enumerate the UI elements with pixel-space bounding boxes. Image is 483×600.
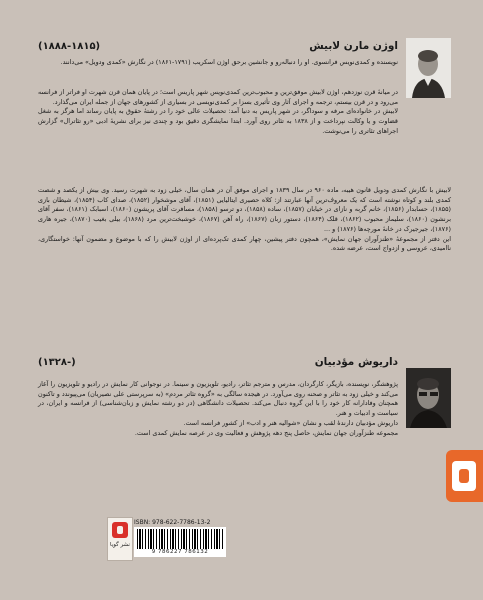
paragraph: در میانهٔ قرن نوزدهم، اوژن لابیش موفق‌ترین و محبوب‌ترین کمدی‌نویس شهر پاریس است؛ در پایان همان قرن شهرت او فراتر از فرانسه می‌رود و در قرن بیستم، ترجمه و اجرای آثار وی تأثیری بسزا بر کمدی‌نویسی در بسیاری از کشورهای جهان از جمله ایران می‌گذارد.	[38, 88, 398, 106]
publisher-logo	[107, 517, 133, 561]
paragraph: این دفتر از مجموعهٔ «طنزآوران جهان نمایش»، همچون دفتر پیشین، چهار کمدی تک‌پرده‌ای از اوژن لابیش را که با موضوع و مضمون آنها: خواستگاری، ناامیدی، عروسی و ازدواج است، عرضه شده.	[38, 234, 451, 253]
section-labiche	[38, 40, 398, 68]
author-name: اوژن مارن لابیش	[309, 40, 398, 52]
portrait-labiche-image	[406, 38, 451, 98]
section-moadabian-body	[38, 380, 398, 438]
paragraph: نویسنده و کمدی‌نویس فرانسوی. او را دنباله‌رو و جانشین برحق اوژن اسکریب (۱۷۹۱-۱۸۶۱) در نگارش «کمدی ودویل» می‌دانند.	[60, 58, 398, 66]
barcode-bars	[137, 529, 223, 549]
isbn-label: ISBN: 978-622-7786-13-2	[134, 519, 211, 526]
author-portrait-moadabian	[406, 368, 451, 428]
translator-name: داریوش مؤدبیان	[314, 356, 398, 368]
section-labiche-body-continued	[38, 88, 398, 137]
publisher-name: نشر گویا	[110, 542, 130, 548]
publisher-logo-icon	[452, 461, 476, 491]
section-moadabian-header	[38, 356, 398, 368]
barcode	[134, 527, 226, 557]
section-labiche-header	[38, 40, 398, 52]
section-labiche-body-full	[38, 186, 451, 254]
section-moadabian	[38, 356, 398, 368]
publisher-mark-icon	[112, 522, 128, 538]
portrait-moadabian-image	[406, 368, 451, 428]
paragraph: داریوش مؤدبیان دارندهٔ لقب و نشان «شوالیه هنر و ادب» از کشور فرانسه است.	[183, 418, 398, 427]
paragraph: لابیش با نگارش کمدی ودویل قانون هیبه، ماده ۹۶۰ در سال ۱۸۳۹ و اجرای موفق آن در همان سال، خیلی زود به شهرت رسید. وی بیش از یکصد و شصت کمدی بلند و کوتاه نوشته است که یک معروف‌ترین آنها عبارتند از: کلاه حصیری ایتالیایی (۱۸۵۱)، آقای موشخوار (۱۸۵۲)، صدای کاب (۱۸۵۴)، شیطان بازی (۱۸۵۵)، حسابدار (۱۸۵۶)، خانم گربه و نازای در خیابان (۱۸۵۷)، ساده (۱۸۵۸)، دو ترسو (۱۸۵۸)، مسافرت آقای پریشون (۱۸۶۰)، اسبابک (۱۸۶۱)، سفر آقای برنشون (۱۸۶۰)، سلیماز محبوب (۱۸۶۲)، قلک (۱۸۶۴)، دستور زبان (۱۸۶۷)، راه آهن (۱۸۶۷)، خوشبخت‌ترین مرد (۱۸۶۸)، بیلی بغیب (۱۸۷۰)، جیره هاری (۱۸۷۶)، جیرجیرک در خانهٔ مورچه‌ها (۱۸۷۶) و ...	[38, 186, 452, 233]
paragraph: پژوهشگر، نویسنده، بازیگر، کارگردان، مدرس و مترجم تئاتر، رادیو، تلویزیون و سینما. در نوجوانی کار نمایش در رادیو و تلویزیون را آغاز می‌کند و خیلی زود به تئاتر و صحنه روی می‌آورد. در هیجده سالگی به «گروه تئاتر مردم» (به سرپرستی علی نصیریان) می‌پیوندد و تاکنون همچنان وفادارانه کار خود را با این گروه دنبال می‌کند. تحصیلات دانشگاهی (در دو رشته نمایش و زبان‌شناسی) از فرانسه و ایران، در سیاست و ادبیات و هنر.	[38, 380, 398, 418]
paragraph: مجموعه طنزآوران جهان نمایش، حاصل پنج دهه پژوهش و فعالیت وی در عرصه نمایش کمدی است.	[134, 428, 398, 437]
barcode-number: 9 786227 786132	[151, 549, 209, 555]
publisher-side-tab	[446, 450, 483, 502]
section-labiche-body	[38, 58, 398, 68]
author-portrait-labiche	[406, 38, 451, 98]
paragraph: لابیش در خانواده‌ای مرفه و سوداگر، در شهر پاریس به دنیا آمد: تحصیلات عالی خود را در رشتهٔ حقوق به پایان رساند اما هرگز به شغل قضاوت و یا وکالت نپرداخت و از ۱۸۳۸ به تئاتر روی آورد. ابتدا نمایشگری دقیق بود و چندی نیز برای نشریهٔ ادبی «رو تئاترال» گزارش اجراهای تئاتری را می‌نوشت.	[38, 107, 398, 135]
translator-dates: (۱۳۲۸-)	[38, 357, 76, 368]
author-dates: (۱۸۸۸-۱۸۱۵)	[38, 41, 101, 52]
